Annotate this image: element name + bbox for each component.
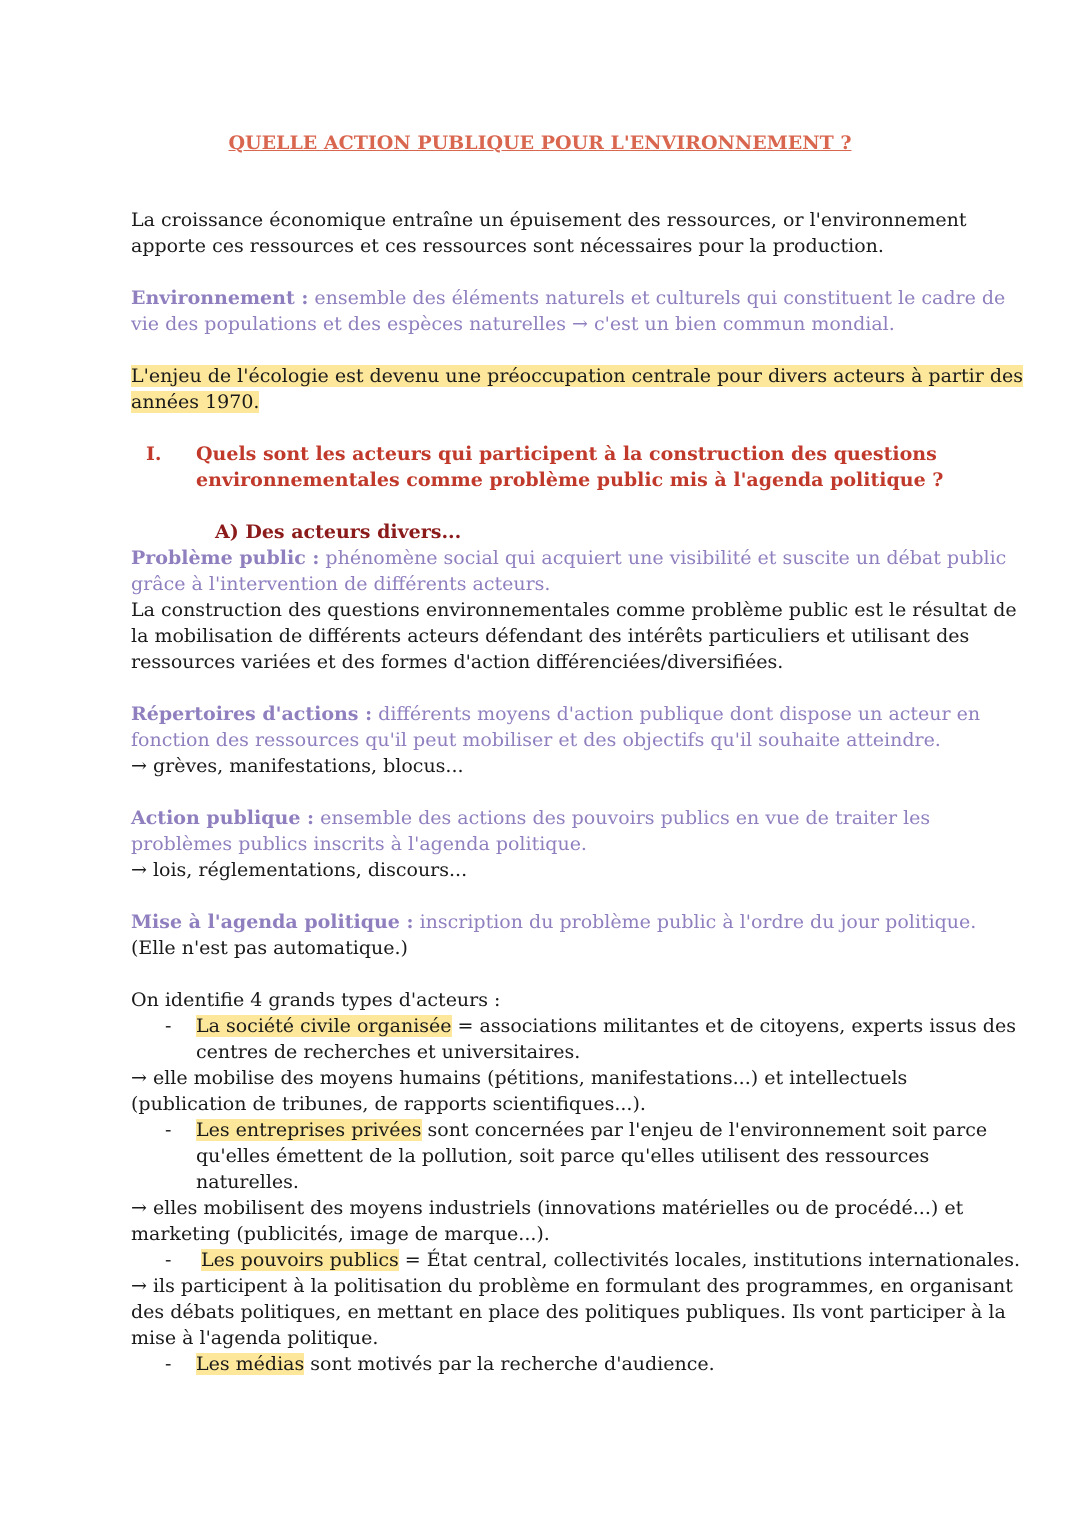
list-item: Les entreprises privées sont concernées par l'enjeu de l'environnement soit parce qu'elles émettent de la pollution, soit parce qu'elles utilisent des ressources naturelles. <box>196 1119 988 1193</box>
definition-repertoires <box>131 701 981 779</box>
construction-paragraph <box>131 597 1017 675</box>
list-item-detail: → elles mobilisent des moyens industriels (innovations matérielles ou de procédé...) et marketing (publicités, image de marque...). <box>131 1197 964 1245</box>
list-bullet: - <box>165 1249 172 1271</box>
definition-text: problèmes publics inscrits à l'agenda politique. <box>131 833 587 855</box>
list-item-detail: → ils participent à la politisation du problème en formulant des programmes, en organisant des débats politiques, en mettant en place des politiques publiques. Ils vont participer à la mise à l'agenda politique. <box>131 1275 1013 1349</box>
definition-text: ensemble des actions des pouvoirs publics en vue de traiter les <box>314 807 931 829</box>
definition-text: différents moyens d'action publique dont dispose un acteur en <box>372 703 981 725</box>
definition-term: Mise à l'agenda politique : <box>131 911 414 933</box>
highlighted-text: Les médias <box>196 1353 305 1375</box>
definition-text: ensemble des éléments naturels et culturels qui constituent le cadre de <box>308 287 1006 309</box>
example-line: → grèves, manifestations, blocus... <box>131 755 464 777</box>
paragraph-line: la mobilisation de différents acteurs défendant des intérêts particuliers et utilisant des <box>131 625 970 647</box>
list-item-detail: → elle mobilise des moyens humains (pétitions, manifestations...) et intellectuels (publication de tribunes, de rapports scientifiques...). <box>131 1067 908 1115</box>
definition-term: Problème public : <box>131 547 320 569</box>
section-number: I. <box>146 443 162 465</box>
highlighted-text: années 1970. <box>131 391 260 413</box>
list-bullet: - <box>165 1353 172 1375</box>
highlighted-text: La société civile organisée <box>196 1015 452 1037</box>
definition-term: Répertoires d'actions : <box>131 703 373 725</box>
example-line: → lois, réglementations, discours... <box>131 859 468 881</box>
highlighted-text: Les entreprises privées <box>196 1119 422 1141</box>
definition-text: grâce à l'intervention de différents acteurs. <box>131 573 551 595</box>
definition-environnement <box>131 285 1006 337</box>
intro-paragraph <box>131 207 967 259</box>
list-bullet: - <box>165 1015 172 1037</box>
definition-text: vie des populations et des espèces naturelles → c'est un bien commun mondial. <box>131 313 895 335</box>
enjeu-paragraph <box>131 363 1023 415</box>
paragraph-line: La construction des questions environnementales comme problème public est le résultat de <box>131 599 1017 621</box>
definition-text: phénomène social qui acquiert une visibilité et suscite un débat public <box>319 547 1007 569</box>
intro-line: La croissance économique entraîne un épuisement des ressources, or l'environnement <box>131 209 967 231</box>
definition-probleme-public <box>131 545 1007 597</box>
list-bullet: - <box>165 1119 172 1141</box>
list-item: Les médias sont motivés par la recherche d'audience. <box>196 1353 715 1375</box>
acteurs-intro: On identifie 4 grands types d'acteurs : <box>131 989 501 1011</box>
section-heading-line: Quels sont les acteurs qui participent à la construction des questions <box>196 443 937 465</box>
definition-action-publique <box>131 805 951 883</box>
list-item: Les pouvoirs publics = État central, collectivités locales, institutions internationales. <box>201 1249 1020 1271</box>
definition-term: Environnement : <box>131 287 309 309</box>
page-title: QUELLE ACTION PUBLIQUE POUR L'ENVIRONNEMENT ? <box>228 132 852 154</box>
subsection-heading: A) Des acteurs divers... <box>215 521 462 543</box>
highlighted-text: Les pouvoirs publics <box>201 1249 399 1271</box>
definition-text: fonction des ressources qu'il peut mobiliser et des objectifs qu'il souhaite atteindre. <box>131 729 941 751</box>
paragraph-line: ressources variées et des formes d'action différenciées/diversifiées. <box>131 651 784 673</box>
highlighted-text: L'enjeu de l'écologie est devenu une préoccupation centrale pour divers acteurs à partir des <box>131 365 1023 387</box>
section-heading-line: environnementales comme problème public mis à l'agenda politique ? <box>196 469 944 491</box>
paragraph-line: (Elle n'est pas automatique.) <box>131 937 408 959</box>
list-item: La société civile organisée = associations militantes et de citoyens, experts issus des centres de recherches et universitaires. <box>196 1015 1016 1063</box>
intro-line: apporte ces ressources et ces ressources sont nécessaires pour la production. <box>131 235 884 257</box>
definition-term: Action publique : <box>131 807 315 829</box>
definition-text: inscription du problème public à l'ordre du jour politique. <box>413 911 977 933</box>
section-heading <box>196 441 944 493</box>
definition-agenda <box>131 909 977 961</box>
